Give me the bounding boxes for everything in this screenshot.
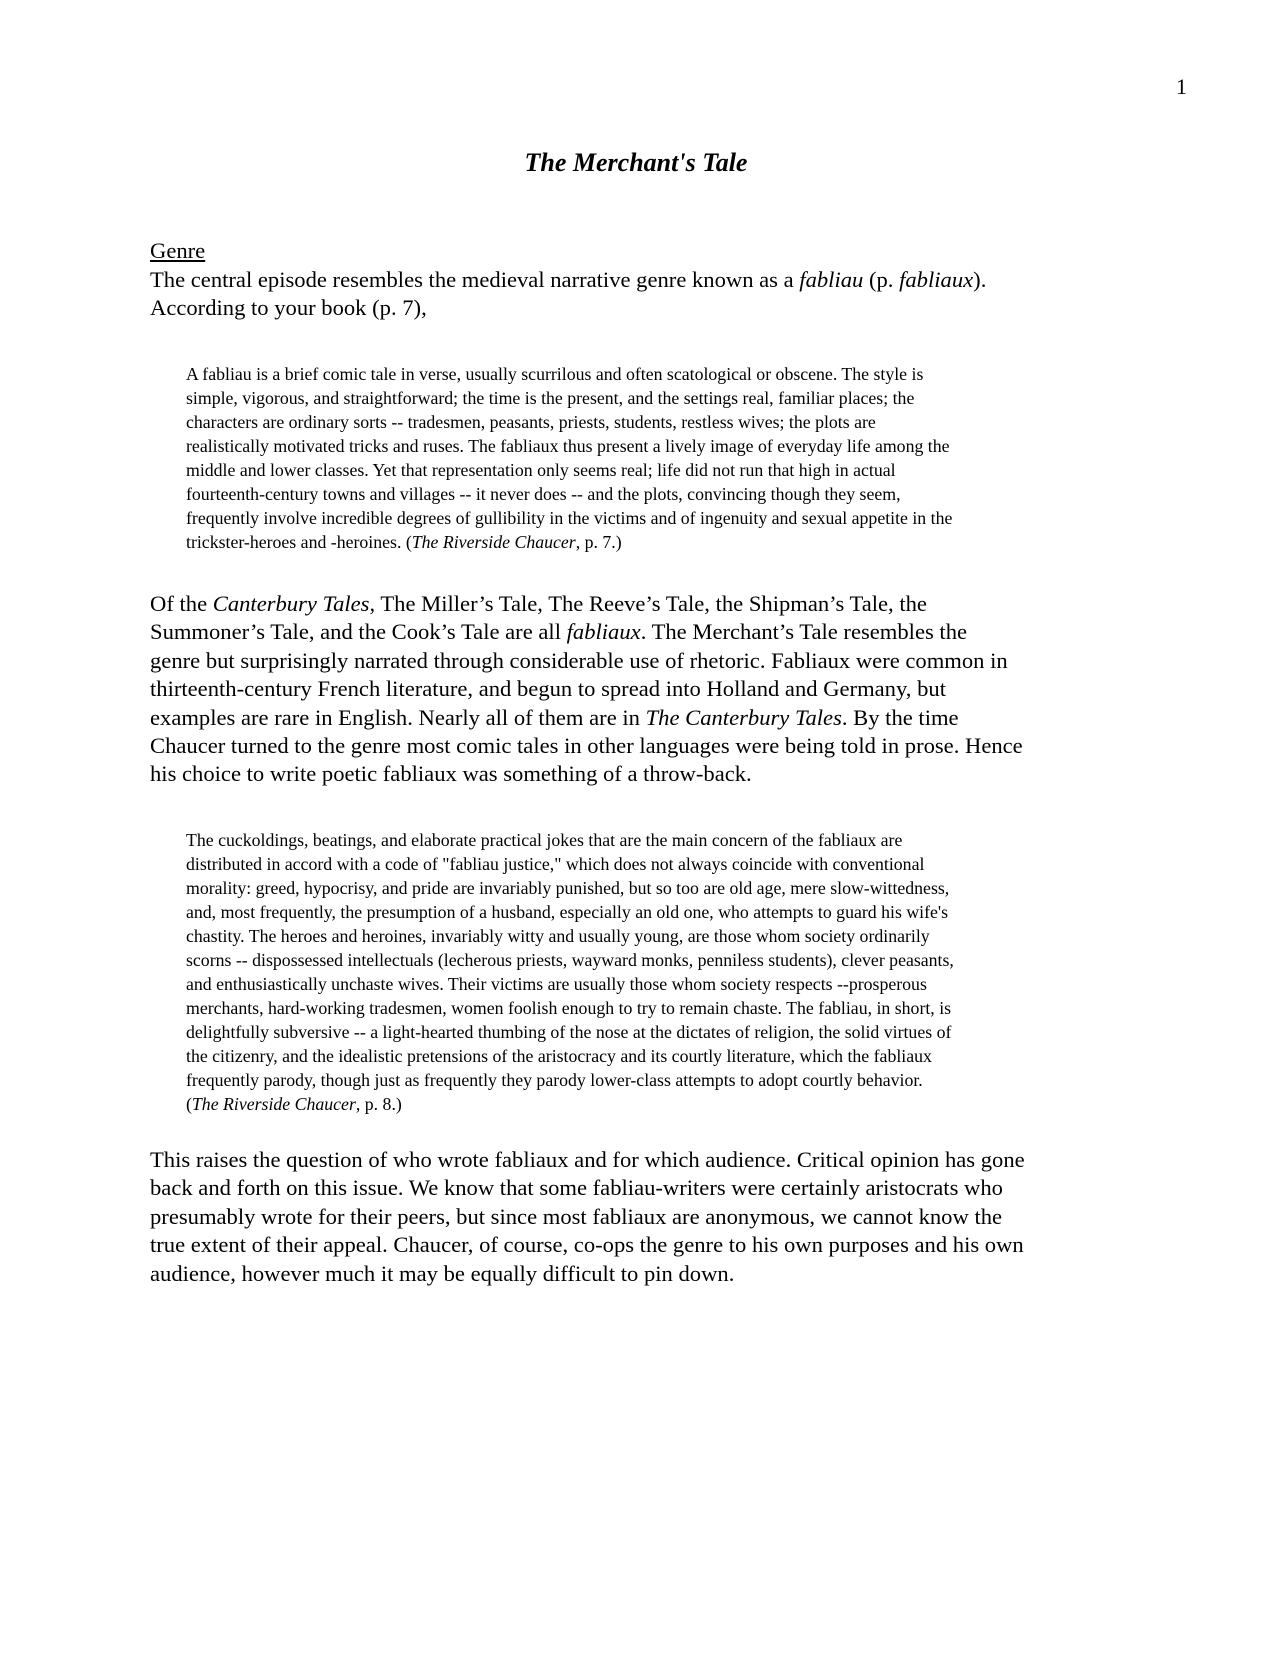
quote-line: A fabliau is a brief comic tale in verse, usually scurrilous and often scatological or obscene. The style is: [186, 364, 924, 384]
quote-line: chastity. The heroes and heroines, invariably witty and usually young, are those whom society ordinarily: [186, 926, 930, 946]
quote-line: morality: greed, hypocrisy, and pride are invariably punished, but so too are old age, mere slow-wittedness,: [186, 878, 950, 898]
paragraph-line: back and forth on this issue. We know that some fabliau-writers were certainly aristocrats who: [150, 1175, 1003, 1201]
quote-line: simple, vigorous, and straightforward; the time is the present, and the settings real, familiar places; the: [186, 388, 915, 408]
quote-line: fourteenth-century towns and villages -- it never does -- and the plots, convincing though they seem,: [186, 484, 901, 504]
quote-line: The cuckoldings, beatings, and elaborate practical jokes that are the main concern of the fabliaux are: [186, 830, 903, 850]
section-heading: Genre: [150, 238, 206, 263]
quote-line: merchants, hard-working tradesmen, women foolish enough to try to remain chaste. The fabliau, in short, is: [186, 998, 952, 1018]
document-title: The Merchant's Tale: [524, 148, 748, 177]
quote-line: middle and lower classes. Yet that representation only seems real; life did not run that high in actual: [186, 460, 896, 480]
paragraph-line: presumably wrote for their peers, but since most fabliaux are anonymous, we cannot know the: [150, 1203, 1003, 1229]
block-quote-1: [186, 362, 1086, 554]
paragraph-line: audience, however much it may be equally difficult to pin down.: [150, 1260, 735, 1286]
paragraph-line: genre but surprisingly narrated through considerable use of rhetoric. Fabliaux were common in: [150, 647, 1008, 673]
paragraph-line: Summoner’s Tale, and the Cook’s Tale are all fabliaux. The Merchant’s Tale resembles the: [150, 619, 968, 645]
paragraph-line: thirteenth-century French literature, and begun to spread into Holland and Germany, but: [150, 676, 946, 702]
quote-line: delightfully subversive -- a light-hearted thumbing of the nose at the dictates of religion, the solid virtues of: [186, 1022, 952, 1042]
paragraph-line: Chaucer turned to the genre most comic tales in other languages were being told in prose. Hence: [150, 733, 1023, 759]
quote-citation-line: (The Riverside Chaucer, p. 8.): [186, 1094, 402, 1114]
page-number: 1: [1176, 74, 1187, 99]
quote-line: frequently parody, though just as frequently they parody lower-class attempts to adopt courtly behavior.: [186, 1070, 923, 1090]
quote-line: and, most frequently, the presumption of a husband, especially an old one, who attempts to guard his wife's: [186, 902, 949, 922]
quote-line: scorns -- dispossessed intellectuals (lecherous priests, wayward monks, penniless students), clever peasants,: [186, 950, 954, 970]
paragraph-line: true extent of their appeal. Chaucer, of course, co-ops the genre to his own purposes and his own: [150, 1232, 1024, 1258]
quote-line: frequently involve incredible degrees of gullibility in the victims and of ingenuity and sexual appetite in the: [186, 508, 953, 528]
paragraph-3: [150, 1146, 1130, 1288]
intro-line: The central episode resembles the medieval narrative genre known as a fabliau (p. fabliaux).: [150, 267, 987, 292]
quote-line: characters are ordinary sorts -- tradesmen, peasants, priests, students, restless wives; the plots are: [186, 412, 876, 432]
quote-line: the citizenry, and the idealistic pretensions of the aristocracy and its courtly literature, which the fabliaux: [186, 1046, 932, 1066]
paragraph-line: examples are rare in English. Nearly all of them are in The Canterbury Tales. By the time: [150, 704, 959, 730]
block-quote-2: [186, 828, 1086, 1116]
quote-line: realistically motivated tricks and ruses. The fabliaux thus present a lively image of everyday life among the: [186, 436, 950, 456]
paragraph-2: [150, 590, 1130, 789]
intro-line: According to your book (p. 7),: [150, 295, 427, 321]
quote-line: and enthusiastically unchaste wives. Their victims are usually those whom society respects --prosperous: [186, 974, 927, 994]
paragraph-line: his choice to write poetic fabliaux was something of a throw-back.: [150, 761, 752, 787]
quote-line: distributed in accord with a code of "fabliau justice," which does not always coincide with conventional: [186, 854, 925, 874]
quote-citation-line: trickster-heroes and -heroines. (The Riverside Chaucer, p. 7.): [186, 532, 622, 552]
intro-paragraph: [150, 266, 1150, 323]
paragraph-line: Of the Canterbury Tales, The Miller’s Tale, The Reeve’s Tale, the Shipman’s Tale, the: [150, 591, 927, 616]
paragraph-line: This raises the question of who wrote fabliaux and for which audience. Critical opinion has gone: [150, 1147, 1025, 1172]
